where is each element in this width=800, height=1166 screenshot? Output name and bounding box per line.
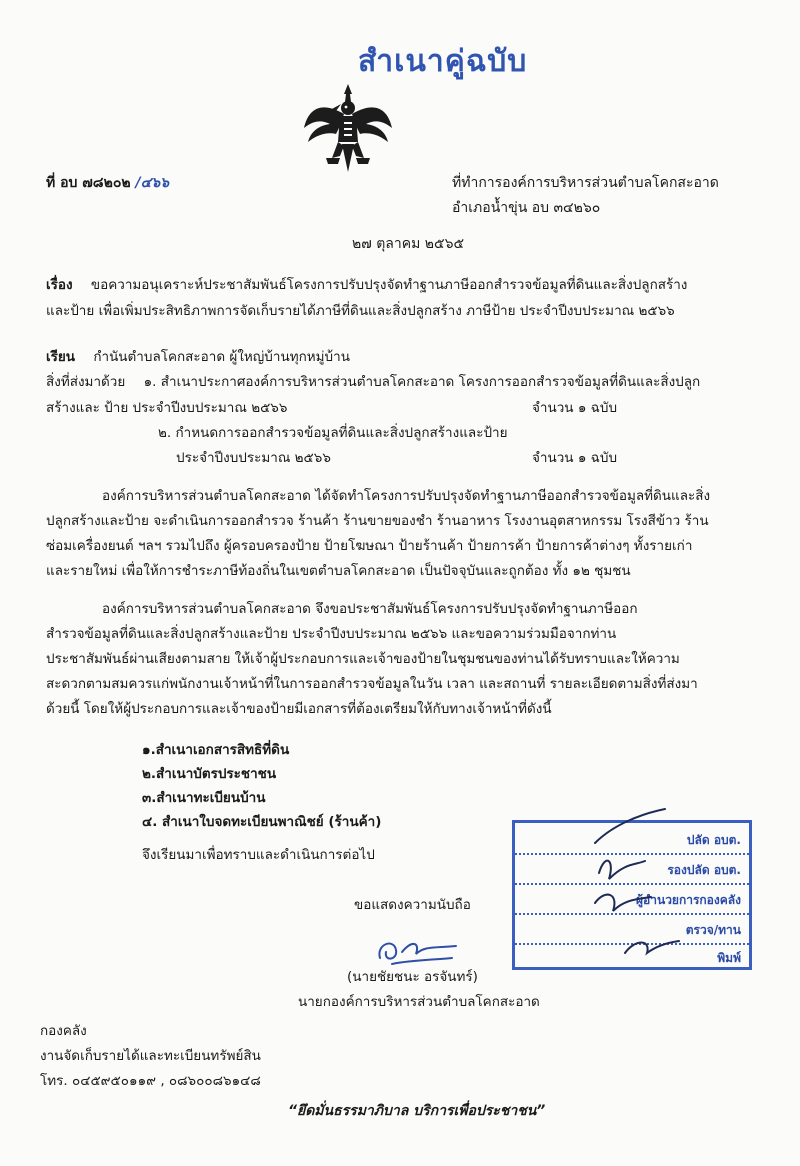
signature-icon — [372, 930, 462, 970]
office-address-line1: ที่ทำการองค์การบริหารส่วนตำบลโคกสะอาด — [452, 175, 719, 191]
required-doc-item: ๒.สำเนาบัตรประชาชน — [142, 766, 277, 782]
approval-stamp — [512, 820, 752, 970]
enclosure-item1-line1: สิ่งที่ส่งมาด้วย ๑. สำเนาประกาศองค์การบริหารส่วนตำบลโคกสะอาด โครงการออกสำรวจข้อมูลที่ดินและสิ่งปลูก — [46, 374, 701, 390]
footer-unit: งานจัดเก็บรายได้และทะเบียนทรัพย์สิน — [40, 1048, 261, 1064]
document-date: ๒๗ ตุลาคม ๒๕๖๕ — [352, 236, 465, 252]
body-para2-line5: ด้วยนี้ โดยให้ผู้ประกอบการและเจ้าของป้ายมีเอกสารที่ต้องเตรียมให้กับทางเจ้าหน้าที่ดังนี้ — [46, 701, 552, 717]
approval-row: รองปลัด อบต. — [515, 853, 749, 885]
subject-line1: เรื่อง ขอความอนุเคราะห์ประชาสัมพันธ์โครงการปรับปรุงจัดทำฐานภาษีออกสำรวจข้อมูลที่ดินและสิ่งปลูกสร้าง — [46, 277, 688, 293]
body-para2-line2: สำรวจข้อมูลที่ดินและสิ่งปลูกสร้างและป้าย ประจำปีงบประมาณ ๒๕๖๖ และขอความร่วมมือจากท่าน — [46, 626, 617, 642]
garuda-emblem-icon — [300, 80, 396, 176]
closing-request: จึงเรียนมาเพื่อทราบและดำเนินการต่อไป — [142, 847, 375, 863]
reference-handwritten: /๔๖๖ — [135, 175, 169, 191]
signer-title: นายกองค์การบริหารส่วนตำบลโคกสะอาด — [298, 994, 540, 1010]
body-para2-line4: สะดวกตามสมควรแก่พนักงานเจ้าหน้าที่ในการออกสำรวจข้อมูลในวัน เวลา และสถานที่ รายละเอียดตามสิ่งที่ส่งมา — [46, 676, 698, 692]
subject-line2: และป้าย เพื่อเพิ่มประสิทธิภาพการจัดเก็บรายได้ภาษีที่ดินและสิ่งปลูกสร้าง ภาษีป้าย ประจำปีงบประมาณ ๒๕๖๖ — [46, 303, 675, 319]
footer-division: กองคลัง — [40, 1023, 87, 1039]
copy-stamp: สำเนาคู่ฉบับ — [358, 44, 528, 79]
office-address-line2: อำเภอน้ำขุ่น อบ ๓๔๒๖๐ — [452, 200, 601, 216]
body-para1-line4: และรายใหม่ เพื่อให้การชำระภาษีท้องถิ่นในเขตตำบลโคกสะอาด เป็นปัจจุบันและถูกต้อง ทั้ง ๑๒ ชุมชน — [46, 563, 631, 579]
enclosure-item1-line2: สร้างและ ป้าย ประจำปีงบประมาณ ๒๕๖๖ — [46, 400, 288, 416]
recipient-label: เรียน — [46, 349, 76, 365]
footer-motto: “ยึดมั่นธรรมาภิบาล บริการเพื่อประชาชน” — [288, 1103, 546, 1119]
body-para1-line1: องค์การบริหารส่วนตำบลโคกสะอาด ได้จัดทำโครงการปรับปรุงจัดทำฐานภาษีออกสำรวจข้อมูลที่ดินและสิ่ง — [102, 488, 711, 504]
enclosures-label: สิ่งที่ส่งมาด้วย — [46, 374, 126, 390]
body-para2-line3: ประชาสัมพันธ์ผ่านเสียงตามสาย ให้เจ้าผู้ประกอบการและเจ้าของป้ายในชุมชนของท่านได้รับทราบและให้ความ — [46, 651, 680, 667]
reference-number: ที่ อบ ๗๘๒๐๒ /๔๖๖ — [46, 175, 169, 191]
enclosure-item1-qty: จำนวน ๑ ฉบับ — [532, 400, 618, 416]
body-para1-line3: ซ่อมเครื่องยนต์ ฯลฯ รวมไปถึง ผู้ครอบครองป้าย ป้ายโฆษณา ป้ายร้านค้า ป้ายการค้า ป้ายการค้าต่างๆ ทั้งรายเก่า — [46, 538, 693, 554]
enclosure-item2-line2: ประจำปีงบประมาณ ๒๕๖๖ — [176, 450, 331, 466]
enclosure-item2-line1: ๒. กำหนดการออกสำรวจข้อมูลที่ดินและสิ่งปลูกสร้างและป้าย — [158, 425, 508, 441]
approval-row: ตรวจ/ทาน — [515, 913, 749, 945]
required-doc-item: ๑.สำเนาเอกสารสิทธิที่ดิน — [142, 742, 290, 758]
required-doc-item: ๓.สำเนาทะเบียนบ้าน — [142, 790, 266, 806]
enclosure-item2-qty: จำนวน ๑ ฉบับ — [532, 450, 618, 466]
recipient-line: เรียน กำนันตำบลโคกสะอาด ผู้ใหญ่บ้านทุกหมู่บ้าน — [46, 349, 350, 365]
approval-row: ผู้อำนวยการกองคลัง — [515, 883, 749, 915]
closing-regards: ขอแสดงความนับถือ — [354, 897, 471, 913]
signer-name: (นายชัยชนะ อรจันทร์) — [347, 969, 478, 985]
footer-phone: โทร. ๐๔๕๙๕๐๑๑๙ , ๐๘๖๐๐๘๖๑๔๘ — [40, 1073, 261, 1089]
subject-label: เรื่อง — [46, 277, 73, 293]
approval-row: ปลัด อบต. — [515, 823, 749, 855]
body-para2-line1: องค์การบริหารส่วนตำบลโคกสะอาด จึงขอประชาสัมพันธ์โครงการปรับปรุงจัดทำฐานภาษีออก — [102, 601, 638, 617]
approval-initials-icon — [555, 803, 715, 973]
body-para1-line2: ปลูกสร้างและป้าย จะดำเนินการออกสำรวจ ร้านค้า ร้านขายของชำ ร้านอาหาร โรงงานอุตสาหกรรม โรงสีข้าว ร้าน — [46, 513, 709, 529]
approval-row: พิมพ์ — [717, 951, 741, 965]
required-doc-item: ๔. สำเนาใบจดทะเบียนพาณิชย์ (ร้านค้า) — [142, 814, 382, 830]
